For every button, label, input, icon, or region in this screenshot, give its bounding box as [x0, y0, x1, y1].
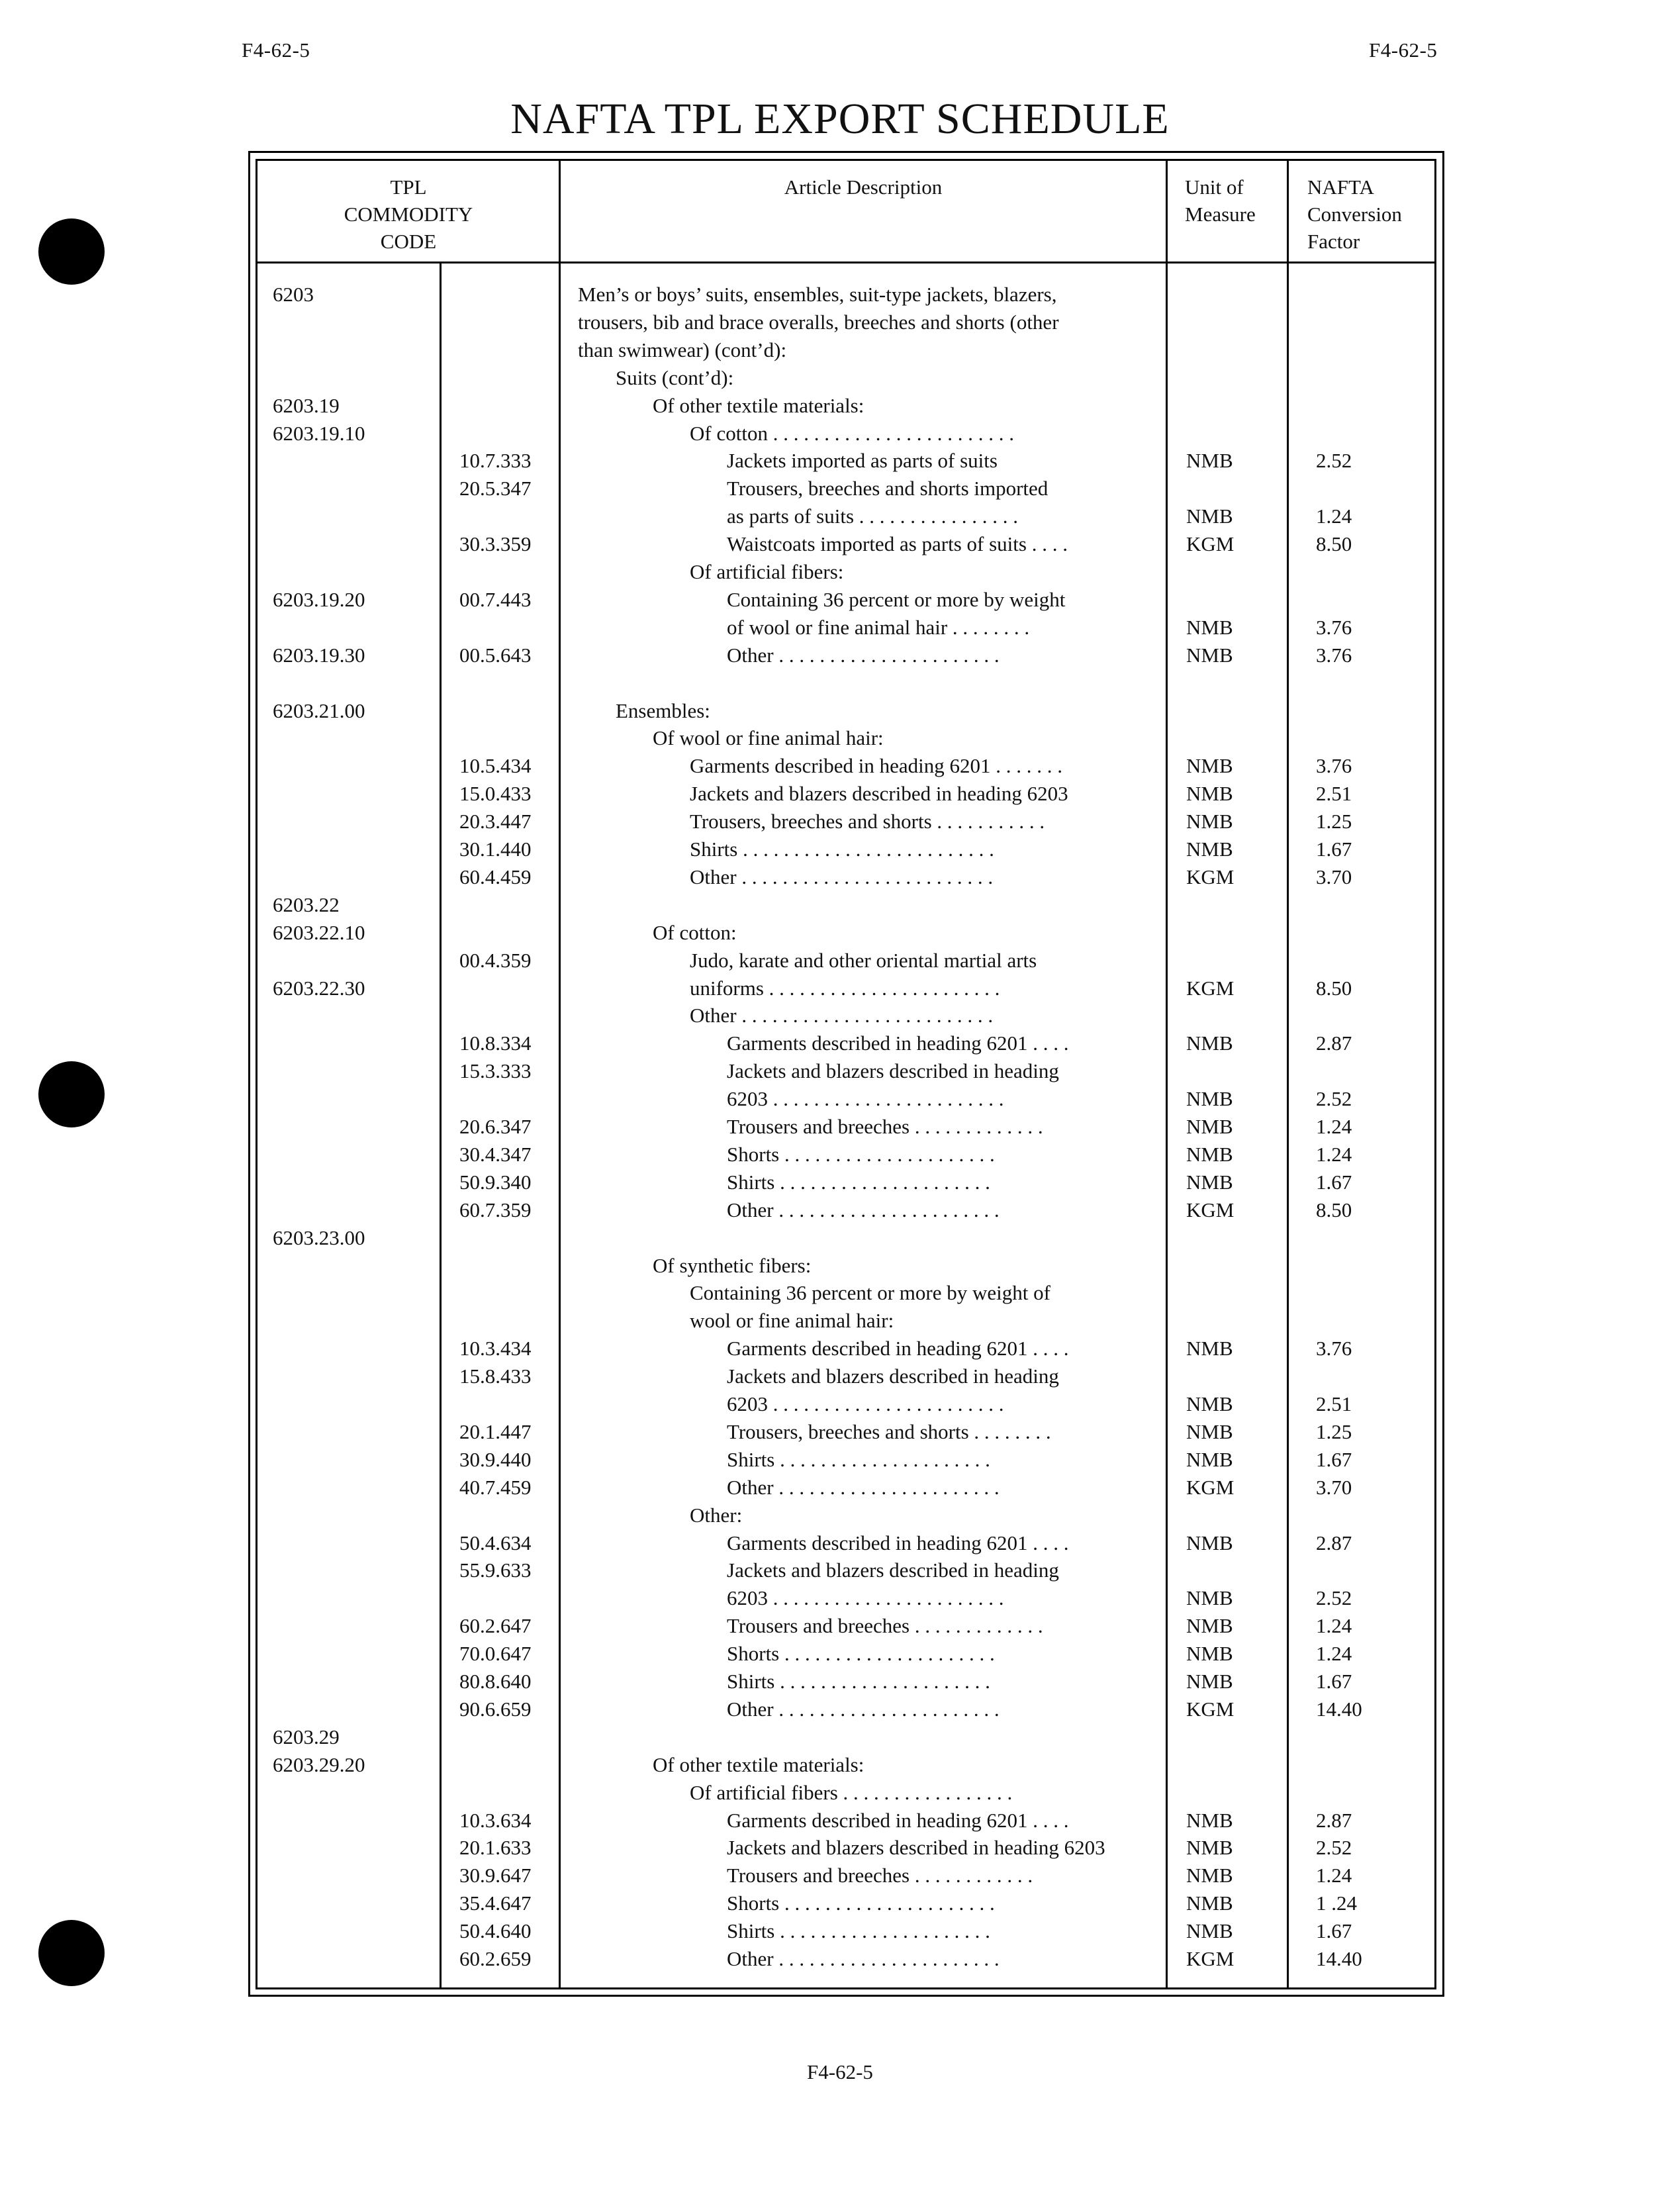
table-row [0, 558, 1680, 586]
table-row [0, 1279, 1680, 1307]
table-row [0, 1834, 1680, 1862]
conversion-factor: 3.76 [1316, 615, 1352, 639]
table-row [0, 1945, 1680, 1973]
table-row [0, 1668, 1680, 1695]
article-description: Of wool or fine animal hair: [653, 726, 884, 750]
article-description: Jackets and blazers described in heading [727, 1558, 1059, 1582]
conversion-factor: 1.24 [1316, 1614, 1352, 1638]
conversion-factor: 1.67 [1316, 1170, 1352, 1194]
unit-of-measure: NMB [1186, 1642, 1233, 1666]
article-description: 6203 . . . . . . . . . . . . . . . . . . . . . . . [727, 1586, 1004, 1610]
article-description: Jackets and blazers described in heading [727, 1059, 1059, 1083]
table-row [0, 1723, 1680, 1751]
article-description: 6203 . . . . . . . . . . . . . . . . . . . . . . . [727, 1087, 1004, 1111]
article-description: Garments described in heading 6201 . . . . . . . [690, 754, 1063, 778]
conversion-factor: 1.67 [1316, 1919, 1352, 1943]
table-row [0, 530, 1680, 558]
table-row [0, 1556, 1680, 1584]
article-description: Waistcoats imported as parts of suits . . . . [727, 532, 1068, 556]
unit-of-measure: NMB [1186, 1919, 1233, 1943]
commodity-code: 6203.19.20 [273, 587, 365, 611]
commodity-code: 6203.23.00 [273, 1225, 365, 1249]
article-description: Trousers and breeches . . . . . . . . . . . . [727, 1864, 1033, 1887]
article-description: trousers, bib and brace overalls, breeches and shorts (other [578, 310, 1059, 334]
statistical-suffix: 00.4.359 [459, 948, 532, 972]
table-row [0, 1807, 1680, 1835]
unit-of-measure: KGM [1186, 865, 1235, 888]
commodity-code: 6203.21.00 [273, 698, 365, 722]
header-rule [256, 262, 1436, 263]
article-description: Containing 36 percent or more by weight of [690, 1281, 1050, 1305]
table-row [0, 1002, 1680, 1029]
table-row [0, 1307, 1680, 1335]
conversion-factor: 1.24 [1316, 1115, 1352, 1138]
table-row [0, 1390, 1680, 1418]
table-row [0, 1502, 1680, 1529]
conversion-factor: 2.51 [1316, 1392, 1352, 1415]
article-description: Other . . . . . . . . . . . . . . . . . . . . . . . . . [690, 1004, 994, 1027]
unit-of-measure: NMB [1186, 1864, 1233, 1887]
article-description: Trousers, breeches and shorts . . . . . . . . [727, 1419, 1051, 1443]
conversion-factor: 2.52 [1316, 449, 1352, 473]
conversion-factor: 1.67 [1316, 837, 1352, 861]
article-description: Garments described in heading 6201 . . . . [727, 1808, 1069, 1832]
article-description: as parts of suits . . . . . . . . . . . . . . . . [727, 504, 1019, 528]
unit-of-measure: NMB [1186, 754, 1233, 778]
table-row [0, 1085, 1680, 1113]
article-description: Other . . . . . . . . . . . . . . . . . . . . . . . . . [690, 865, 994, 888]
page-footer: F4-62-5 [807, 2060, 873, 2083]
table-row [0, 975, 1680, 1002]
page-header-right: F4-62-5 [1369, 38, 1438, 62]
article-description: Trousers, breeches and shorts imported [727, 477, 1049, 501]
article-description: Other . . . . . . . . . . . . . . . . . . . . . . [727, 1475, 1000, 1499]
statistical-suffix: 10.3.634 [459, 1808, 532, 1832]
article-description: 6203 . . . . . . . . . . . . . . . . . . . . . . . [727, 1392, 1004, 1415]
conversion-factor: 8.50 [1316, 976, 1352, 1000]
statistical-suffix: 15.0.433 [459, 782, 532, 806]
column-header-unit-line: Unit of [1185, 175, 1244, 199]
table-row [0, 780, 1680, 808]
article-description: Shorts . . . . . . . . . . . . . . . . . . . . . [727, 1642, 995, 1666]
statistical-suffix: 10.3.434 [459, 1337, 532, 1361]
article-description: Shirts . . . . . . . . . . . . . . . . . . . . . [727, 1170, 990, 1194]
statistical-suffix: 00.7.443 [459, 587, 532, 611]
unit-of-measure: NMB [1186, 810, 1233, 834]
article-description: Shorts . . . . . . . . . . . . . . . . . . . . . [727, 1142, 995, 1166]
commodity-code: 6203.19.10 [273, 421, 365, 445]
conversion-factor: 2.87 [1316, 1531, 1352, 1554]
statistical-suffix: 30.1.440 [459, 837, 532, 861]
table-row [0, 336, 1680, 364]
statistical-suffix: 60.2.659 [459, 1947, 532, 1970]
conversion-factor: 1.24 [1316, 504, 1352, 528]
commodity-code: 6203.22.10 [273, 920, 365, 944]
article-description: Garments described in heading 6201 . . . . [727, 1337, 1069, 1361]
statistical-suffix: 60.2.647 [459, 1614, 532, 1638]
conversion-factor: 8.50 [1316, 532, 1352, 556]
conversion-factor: 3.76 [1316, 1337, 1352, 1361]
unit-of-measure: NMB [1186, 1808, 1233, 1832]
table-row [0, 1029, 1680, 1057]
unit-of-measure: NMB [1186, 1531, 1233, 1554]
conversion-factor: 2.87 [1316, 1808, 1352, 1832]
table-row [0, 1779, 1680, 1807]
statistical-suffix: 20.3.447 [459, 810, 532, 834]
commodity-code: 6203.22 [273, 892, 340, 916]
commodity-code: 6203.19.30 [273, 643, 365, 667]
statistical-suffix: 40.7.459 [459, 1475, 532, 1499]
statistical-suffix: 20.6.347 [459, 1115, 532, 1138]
statistical-suffix: 20.1.447 [459, 1419, 532, 1443]
article-description: Jackets imported as parts of suits [727, 449, 998, 473]
unit-of-measure: NMB [1186, 1836, 1233, 1860]
table-row [0, 1057, 1680, 1085]
conversion-factor: 1.24 [1316, 1142, 1352, 1166]
unit-of-measure: NMB [1186, 1087, 1233, 1111]
table-row [0, 1362, 1680, 1390]
binder-hole [38, 218, 105, 285]
table-row [0, 1252, 1680, 1280]
table-row [0, 891, 1680, 919]
article-description: Of cotton . . . . . . . . . . . . . . . . . . . . . . . . [690, 421, 1014, 445]
conversion-factor: 2.52 [1316, 1836, 1352, 1860]
unit-of-measure: NMB [1186, 615, 1233, 639]
article-description: Trousers and breeches . . . . . . . . . . . . . [727, 1614, 1043, 1638]
table-row [0, 1862, 1680, 1889]
article-description: Other . . . . . . . . . . . . . . . . . . . . . . [727, 1198, 1000, 1221]
table-row [0, 1695, 1680, 1723]
unit-of-measure: NMB [1186, 837, 1233, 861]
table-row [0, 724, 1680, 752]
conversion-factor: 1.67 [1316, 1447, 1352, 1471]
statistical-suffix: 70.0.647 [459, 1642, 532, 1666]
table-row [0, 1196, 1680, 1224]
article-description: Of synthetic fibers: [653, 1253, 812, 1277]
commodity-code: 6203.29.20 [273, 1752, 365, 1776]
statistical-suffix: 00.5.643 [459, 643, 532, 667]
article-description: Garments described in heading 6201 . . . . [727, 1531, 1069, 1554]
column-header-code-line: CODE [380, 230, 437, 253]
article-description: Jackets and blazers described in heading [727, 1364, 1059, 1388]
statistical-suffix: 15.3.333 [459, 1059, 532, 1083]
table-row [0, 1640, 1680, 1668]
statistical-suffix: 10.8.334 [459, 1031, 532, 1055]
column-header-factor [1307, 173, 1402, 255]
conversion-factor: 1.24 [1316, 1642, 1352, 1666]
statistical-suffix: 20.5.347 [459, 477, 532, 501]
unit-of-measure: NMB [1186, 1142, 1233, 1166]
table-row [0, 614, 1680, 642]
article-description: Other . . . . . . . . . . . . . . . . . . . . . . [727, 643, 1000, 667]
article-description: Jackets and blazers described in heading 6203 [690, 782, 1068, 806]
unit-of-measure: NMB [1186, 504, 1233, 528]
table-row [0, 697, 1680, 725]
article-description: Shirts . . . . . . . . . . . . . . . . . . . . . [727, 1919, 990, 1943]
table-row [0, 1141, 1680, 1169]
table-row [0, 364, 1680, 392]
article-description: Other . . . . . . . . . . . . . . . . . . . . . . [727, 1697, 1000, 1721]
table-row [0, 392, 1680, 420]
statistical-suffix: 90.6.659 [459, 1697, 532, 1721]
article-description: Trousers, breeches and shorts . . . . . . . . . . . [690, 810, 1045, 834]
page-header-left: F4-62-5 [242, 38, 310, 62]
table-row [0, 752, 1680, 780]
table-row [0, 475, 1680, 502]
statistical-suffix: 20.1.633 [459, 1836, 532, 1860]
article-description: of wool or fine animal hair . . . . . . . . [727, 615, 1030, 639]
conversion-factor: 2.52 [1316, 1087, 1352, 1111]
unit-of-measure: NMB [1186, 643, 1233, 667]
table-row [0, 1169, 1680, 1196]
unit-of-measure: NMB [1186, 1447, 1233, 1471]
table-row [0, 309, 1680, 336]
unit-of-measure: NMB [1186, 449, 1233, 473]
conversion-factor: 8.50 [1316, 1198, 1352, 1221]
column-header-factor-line: NAFTA [1307, 175, 1374, 199]
statistical-suffix: 30.9.647 [459, 1864, 532, 1887]
table-row [0, 1751, 1680, 1779]
table-row [0, 1418, 1680, 1446]
unit-of-measure: KGM [1186, 976, 1235, 1000]
article-description: Other . . . . . . . . . . . . . . . . . . . . . . [727, 1947, 1000, 1970]
table-row [0, 669, 1680, 697]
commodity-code: 6203.22.30 [273, 976, 365, 1000]
statistical-suffix: 10.7.333 [459, 449, 532, 473]
article-description: Shirts . . . . . . . . . . . . . . . . . . . . . [727, 1670, 990, 1693]
conversion-factor: 1.67 [1316, 1670, 1352, 1693]
statistical-suffix: 50.9.340 [459, 1170, 532, 1194]
column-header-code [259, 173, 557, 255]
unit-of-measure: NMB [1186, 1614, 1233, 1638]
table-row [0, 642, 1680, 669]
article-description: Trousers and breeches . . . . . . . . . . . . . [727, 1115, 1043, 1138]
table-row [0, 1474, 1680, 1502]
unit-of-measure: NMB [1186, 782, 1233, 806]
commodity-code: 6203.19 [273, 393, 340, 417]
table-row [0, 808, 1680, 835]
article-description: Of artificial fibers . . . . . . . . . . . . . . . . . [690, 1780, 1013, 1804]
unit-of-measure: KGM [1186, 1475, 1235, 1499]
conversion-factor: 3.70 [1316, 865, 1352, 888]
unit-of-measure: NMB [1186, 1670, 1233, 1693]
table-row [0, 1529, 1680, 1557]
statistical-suffix: 80.8.640 [459, 1670, 532, 1693]
table-row [0, 1113, 1680, 1141]
article-description: uniforms . . . . . . . . . . . . . . . . . . . . . . . [690, 976, 1000, 1000]
unit-of-measure: KGM [1186, 1697, 1235, 1721]
article-description: than swimwear) (cont’d): [578, 338, 787, 361]
article-description: Containing 36 percent or more by weight [727, 587, 1066, 611]
column-header-factor-line: Factor [1307, 230, 1360, 253]
conversion-factor: 2.52 [1316, 1586, 1352, 1610]
unit-of-measure: NMB [1186, 1115, 1233, 1138]
conversion-factor: 3.76 [1316, 754, 1352, 778]
table-row [0, 1917, 1680, 1945]
article-description: Garments described in heading 6201 . . . . [727, 1031, 1069, 1055]
unit-of-measure: NMB [1186, 1170, 1233, 1194]
table-row [0, 281, 1680, 309]
article-description: Jackets and blazers described in heading 6203 [727, 1836, 1105, 1860]
table-row [0, 1446, 1680, 1474]
table-row [0, 919, 1680, 947]
statistical-suffix: 30.9.440 [459, 1447, 532, 1471]
table-row [0, 1584, 1680, 1612]
unit-of-measure: NMB [1186, 1392, 1233, 1415]
column-header-code-line: COMMODITY [344, 203, 473, 226]
column-header-unit-line: Measure [1185, 203, 1256, 226]
commodity-code: 6203.29 [273, 1725, 340, 1748]
table-row [0, 1612, 1680, 1640]
conversion-factor: 1 .24 [1316, 1891, 1357, 1915]
conversion-factor: 3.70 [1316, 1475, 1352, 1499]
article-description: Shirts . . . . . . . . . . . . . . . . . . . . . [727, 1447, 990, 1471]
conversion-factor: 1.25 [1316, 810, 1352, 834]
unit-of-measure: KGM [1186, 1198, 1235, 1221]
unit-of-measure: NMB [1186, 1031, 1233, 1055]
statistical-suffix: 55.9.633 [459, 1558, 532, 1582]
commodity-code: 6203 [273, 283, 314, 306]
article-description: Of artificial fibers: [690, 560, 844, 583]
article-description: Men’s or boys’ suits, ensembles, suit-type jackets, blazers, [578, 283, 1057, 306]
article-description: Judo, karate and other oriental martial arts [690, 948, 1037, 972]
statistical-suffix: 50.4.640 [459, 1919, 532, 1943]
table-row [0, 1889, 1680, 1917]
unit-of-measure: NMB [1186, 1419, 1233, 1443]
article-description: Shorts . . . . . . . . . . . . . . . . . . . . . [727, 1891, 995, 1915]
article-description: wool or fine animal hair: [690, 1309, 894, 1333]
article-description: Suits (cont’d): [616, 365, 734, 389]
column-header-code-line: TPL [390, 175, 427, 199]
unit-of-measure: NMB [1186, 1891, 1233, 1915]
table-row [0, 863, 1680, 891]
table-row [0, 447, 1680, 475]
article-description: Ensembles: [616, 698, 710, 722]
conversion-factor: 14.40 [1316, 1947, 1362, 1970]
article-description: Shirts . . . . . . . . . . . . . . . . . . . . . . . . . [690, 837, 994, 861]
conversion-factor: 2.51 [1316, 782, 1352, 806]
unit-of-measure: KGM [1186, 532, 1235, 556]
table-row [0, 947, 1680, 975]
column-header-article-line: Article Description [784, 175, 943, 199]
table-row [0, 502, 1680, 530]
page-title: NAFTA TPL EXPORT SCHEDULE [510, 95, 1170, 143]
statistical-suffix: 60.7.359 [459, 1198, 532, 1221]
column-header-factor-line: Conversion [1307, 203, 1402, 226]
article-description: Of cotton: [653, 920, 737, 944]
statistical-suffix: 50.4.634 [459, 1531, 532, 1554]
conversion-factor: 2.87 [1316, 1031, 1352, 1055]
unit-of-measure: NMB [1186, 1337, 1233, 1361]
unit-of-measure: KGM [1186, 1947, 1235, 1970]
statistical-suffix: 30.4.347 [459, 1142, 532, 1166]
statistical-suffix: 35.4.647 [459, 1891, 532, 1915]
article-description: Other: [690, 1503, 743, 1527]
statistical-suffix: 60.4.459 [459, 865, 532, 888]
article-description: Of other textile materials: [653, 1752, 864, 1776]
statistical-suffix: 15.8.433 [459, 1364, 532, 1388]
conversion-factor: 14.40 [1316, 1697, 1362, 1721]
conversion-factor: 1.24 [1316, 1864, 1352, 1887]
table-row [0, 1335, 1680, 1362]
table-row [0, 835, 1680, 863]
table-row [0, 420, 1680, 448]
table-row [0, 1224, 1680, 1252]
statistical-suffix: 10.5.434 [459, 754, 532, 778]
statistical-suffix: 30.3.359 [459, 532, 532, 556]
conversion-factor: 3.76 [1316, 643, 1352, 667]
conversion-factor: 1.25 [1316, 1419, 1352, 1443]
column-header-article [563, 173, 1164, 201]
column-header-unit [1185, 173, 1256, 228]
unit-of-measure: NMB [1186, 1586, 1233, 1610]
table-row [0, 586, 1680, 614]
article-description: Of other textile materials: [653, 393, 864, 417]
